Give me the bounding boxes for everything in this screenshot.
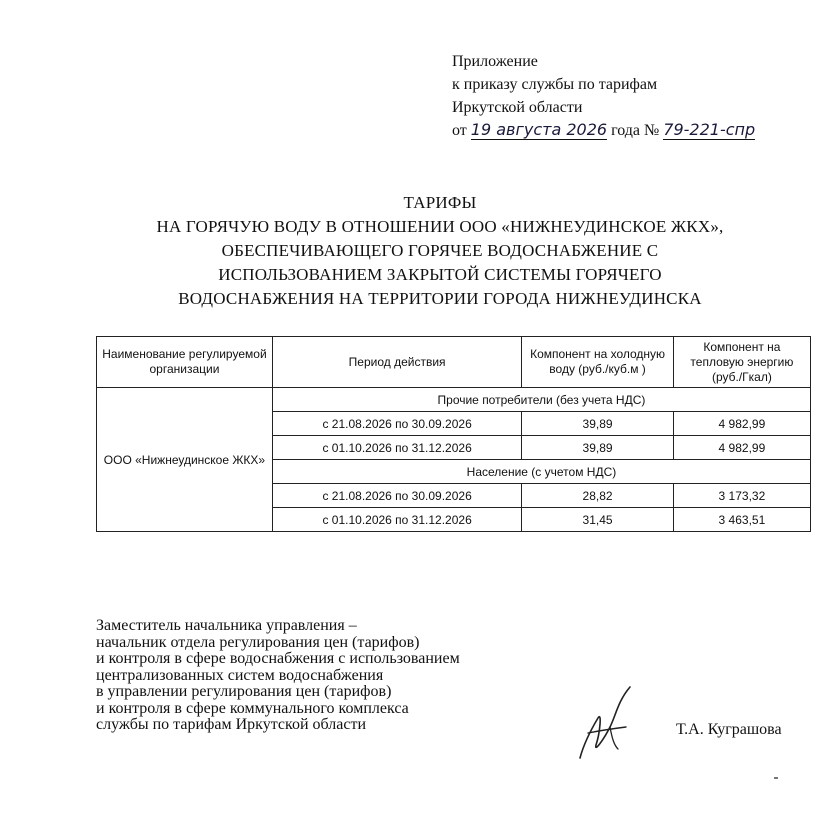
document-title (90, 191, 790, 311)
signatory-line: централизованных систем водоснабжения (96, 666, 384, 684)
appendix-header (452, 50, 812, 142)
cold-cell: 28,82 (522, 484, 674, 508)
signer-name: Т.А. Куграшова (676, 721, 782, 738)
cold-cell: 39,89 (522, 412, 674, 436)
cold-cell: 39,89 (522, 436, 674, 460)
heat-cell: 4 982,99 (673, 436, 810, 460)
heat-cell: 3 173,32 (673, 484, 810, 508)
scan-artifact (774, 777, 778, 779)
title-line-5: ВОДОСНАБЖЕНИЯ НА ТЕРРИТОРИИ ГОРОДА НИЖНЕУДИНСКА (178, 289, 702, 308)
period-cell: с 01.10.2026 по 31.12.2026 (272, 436, 521, 460)
signatory-line: Заместитель начальника управления – (96, 617, 357, 634)
cold-cell: 31,45 (522, 508, 674, 532)
organization-cell: ООО «Нижнеудинское ЖКХ» (97, 388, 273, 532)
header-period: Период действия (272, 337, 521, 388)
appendix-region: Иркутской области (452, 99, 583, 116)
table-header-row (97, 337, 811, 388)
group-label: Прочие потребители (без учета НДС) (272, 388, 810, 412)
tariff-table (96, 336, 811, 532)
period-cell: с 21.08.2026 по 30.09.2026 (272, 412, 521, 436)
period-cell: с 01.10.2026 по 31.12.2026 (272, 508, 521, 532)
appendix-title: Приложение (452, 53, 538, 70)
group-label: Население (с учетом НДС) (272, 460, 810, 484)
order-year-suffix: года № (611, 122, 660, 139)
signatory-line: и контроля в сфере водоснабжения с использованием (96, 650, 460, 667)
signatory-line: и контроля в сфере коммунального комплекса (96, 699, 409, 717)
title-line-2: НА ГОРЯЧУЮ ВОДУ В ОТНОШЕНИИ ООО «НИЖНЕУДИНСКОЕ ЖКХ», (156, 217, 724, 236)
signatory-line: службы по тарифам Иркутской области (96, 716, 367, 733)
header-cold-water: Компонент на холодную воду (руб./куб.м ) (522, 337, 674, 388)
signatory-line: начальник отдела регулирования цен (тарифов) (96, 633, 420, 651)
heat-cell: 4 982,99 (673, 412, 810, 436)
signatory-line: в управлении регулирования цен (тарифов) (96, 683, 392, 700)
title-line-3: ОБЕСПЕЧИВАЮЩЕГО ГОРЯЧЕЕ ВОДОСНАБЖЕНИЕ С (221, 241, 659, 260)
order-date-handwritten: 19 августа 2026 (470, 120, 608, 139)
header-heat-energy: Компонент на тепловую энергию (руб./Гкал) (673, 337, 810, 388)
period-cell: с 21.08.2026 по 30.09.2026 (272, 484, 521, 508)
header-org: Наименование регулируемой организации (97, 337, 273, 388)
handwritten-signature (570, 683, 650, 763)
title-line-1: ТАРИФЫ (403, 193, 477, 212)
order-date-line (452, 119, 812, 142)
order-number-handwritten: 79-221-спр (663, 120, 756, 139)
title-line-4: ИСПОЛЬЗОВАНИЕМ ЗАКРЫТОЙ СИСТЕМЫ ГОРЯЧЕГО (218, 265, 662, 284)
appendix-order-ref: к приказу службы по тарифам (452, 76, 658, 93)
group-row (97, 388, 811, 412)
signatory-position (96, 618, 576, 734)
order-prefix: от (452, 122, 467, 139)
heat-cell: 3 463,51 (673, 508, 810, 532)
